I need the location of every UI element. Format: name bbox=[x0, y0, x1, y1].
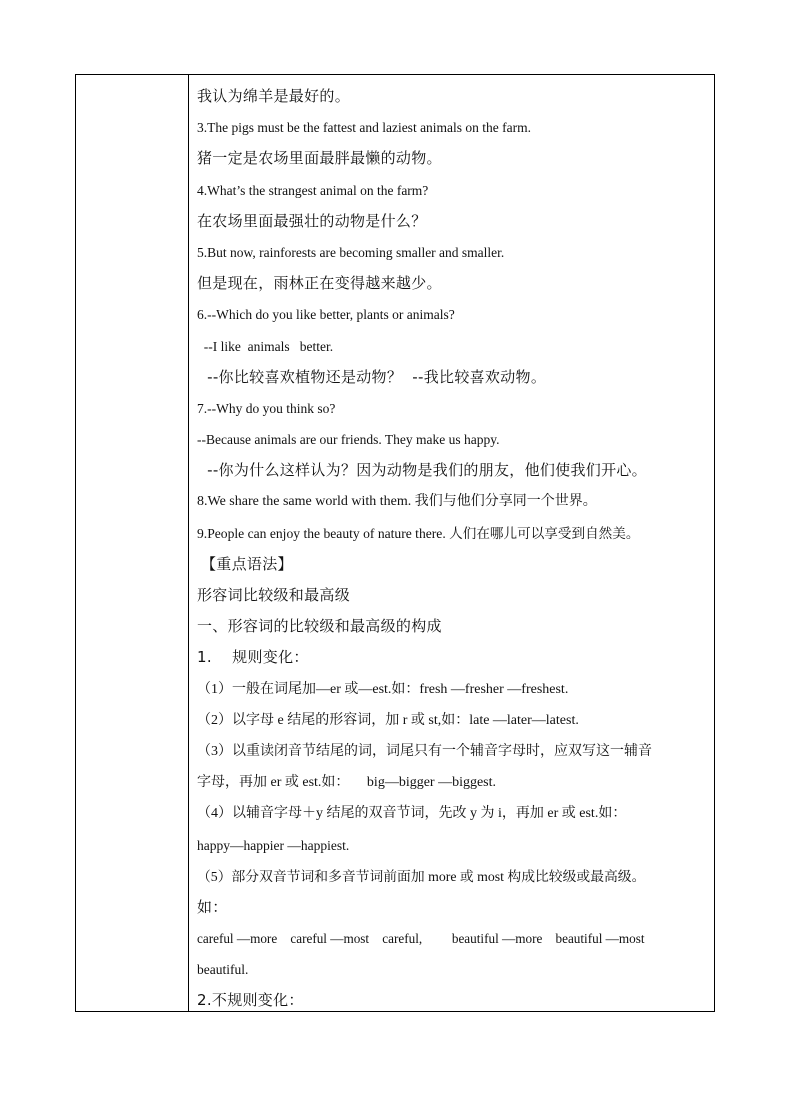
text-line-sentence-4: 4.What’s the strangest animal on the farm? bbox=[197, 182, 429, 198]
text-line-sentence-7: 7.--Why do you think so? bbox=[197, 400, 336, 416]
text-line-sentence-9: 9.People can enjoy the beauty of nature there. 人们在哪儿可以享受到自然美。 bbox=[197, 525, 640, 541]
rule-item-5-eg-label: 如： bbox=[197, 897, 228, 916]
text-line-cn-dialog-6: --你比较喜欢植物还是动物？ --我比较喜欢动物。 bbox=[197, 367, 547, 386]
rule-item-5: （5）部分双音节词和多音节词前面加 more 或 most 构成比较级或最高级。 bbox=[197, 868, 646, 884]
text-line-cn-dialog-7: --你为什么这样认为？因为动物是我们的朋友，他们使我们开心。 bbox=[197, 461, 647, 480]
section-heading-formation: 一、形容词的比较级和最高级的构成 bbox=[197, 617, 442, 636]
text-line-answer-6: --I like animals better. bbox=[197, 338, 334, 354]
rule-item-5-examples-cont: beautiful. bbox=[197, 962, 249, 978]
rule-item-4-example: happy—happier —happiest. bbox=[197, 837, 350, 853]
table-content-cell bbox=[189, 75, 714, 1011]
rule-heading-regular: 1. 规则变化： bbox=[197, 648, 309, 667]
section-heading-grammar: 【重点语法】 bbox=[201, 554, 293, 573]
rule-item-2: （2）以字母 e 结尾的形容词，加 r 或 st,如：late —later—latest. bbox=[197, 712, 579, 728]
text-line-cn-sheep: 我认为绵羊是最好的。 bbox=[197, 87, 351, 105]
text-line-answer-7: --Because animals are our friends. They make us happy. bbox=[197, 432, 500, 448]
text-line-cn-pigs: 猪一定是农场里面最胖最懒的动物。 bbox=[197, 149, 442, 168]
rule-item-4: （4）以辅音字母＋y 结尾的双音节词，先改 y 为 i，再加 er 或 est.如： bbox=[197, 806, 627, 822]
rule-item-1: （1）一般在词尾加—er 或—est.如：fresh —fresher —freshest. bbox=[197, 681, 569, 697]
text-line-cn-rainforest: 但是现在，雨林正在变得越来越少。 bbox=[197, 274, 442, 293]
text-line-sentence-3: 3.The pigs must be the fattest and laziest animals on the farm. bbox=[197, 120, 532, 136]
text-line-sentence-5: 5.But now, rainforests are becoming smaller and smaller. bbox=[197, 244, 505, 260]
rule-heading-irregular: 2.不规则变化： bbox=[197, 991, 304, 1010]
rule-item-3-cont: 字母，再加 er 或 est.如： big—bigger —biggest. bbox=[197, 775, 497, 791]
text-line-sentence-8: 8.We share the same world with them. 我们与他们分享同一个世界。 bbox=[197, 494, 597, 510]
text-line-sentence-6: 6.--Which do you like better, plants or animals? bbox=[197, 307, 455, 323]
topic-title: 形容词比较级和最高级 bbox=[197, 586, 351, 604]
rule-item-3: （3）以重读闭音节结尾的词，词尾只有一个辅音字母时，应双写这一辅音 bbox=[197, 743, 652, 759]
text-line-cn-strongest: 在农场里面最强壮的动物是什么？ bbox=[197, 211, 427, 230]
rule-item-5-examples: careful —more careful —most careful, beautiful —more beautiful —most bbox=[197, 931, 645, 947]
document-table bbox=[75, 74, 715, 1012]
table-left-column bbox=[76, 75, 189, 1011]
